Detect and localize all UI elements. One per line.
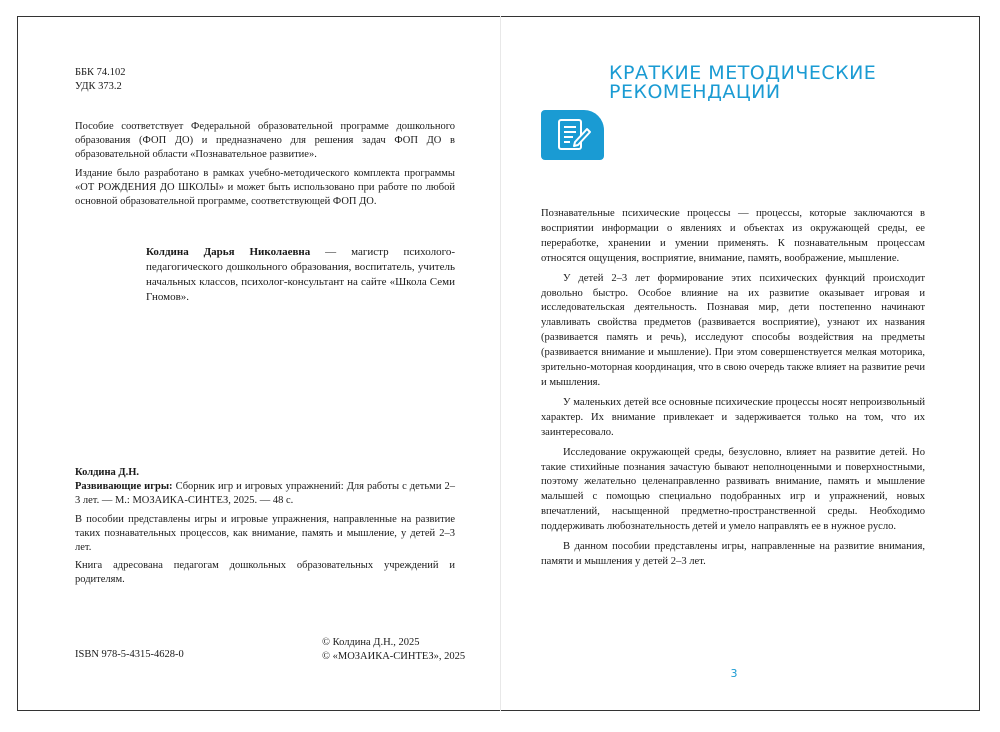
body-paragraph: У маленьких детей все основные психические процессы носят непроизвольный характер. Их внимание привлекает и задерживается только на том, что их заинтересовало. bbox=[541, 396, 925, 438]
abstract-paragraph: Книга адресована педагогам дошкольных образовательных учреждений и родителям. bbox=[75, 560, 455, 586]
biblio-details: Сборник игр и игровых упражнений: Для работы с детьми 2–3 лет. — М.: МОЗАИКА-СИНТЕЗ, 2025. — 48 с. bbox=[75, 481, 455, 507]
book-spine bbox=[500, 16, 501, 711]
author-bio: — магистр психолого-педагогического дошкольного образования, воспитатель, учитель начальных классов, психолог-консультант на сайте «Школа Семи Гномов». bbox=[146, 246, 455, 303]
body-paragraph: В данном пособии представлены игры, направленные на развитие внимания, памяти и мышления у детей 2–3 лет. bbox=[541, 541, 925, 567]
copyright-line: © «МОЗАИКА-СИНТЕЗ», 2025 bbox=[322, 651, 466, 663]
section-title-line: КРАТКИЕ МЕТОДИЧЕСКИЕ bbox=[609, 62, 877, 84]
classification-codes bbox=[75, 66, 275, 94]
bibliographic-block bbox=[75, 466, 455, 592]
section-title bbox=[609, 64, 899, 102]
copyright-line: © Колдина Д.Н., 2025 bbox=[322, 637, 420, 648]
page-number: 3 bbox=[730, 667, 738, 680]
intro-paragraph: Издание было разработано в рамках учебно-методического комплекта программы «ОТ РОЖДЕНИЯ ДО ШКОЛЫ» и может быть использовано при работе по любой основной образовательной программе, соответствующей ФОП ДО. bbox=[75, 167, 455, 208]
copyright-block bbox=[322, 636, 472, 664]
biblio-author: Колдина Д.Н. bbox=[75, 467, 140, 478]
author-note bbox=[146, 245, 455, 305]
document-pen-icon bbox=[541, 110, 604, 160]
body-paragraph: Исследование окружающей среды, безусловно, влияет на развитие детей. Но такие стихийные познания зачастую бывают неполноценными и поверхностными, поэтому желательно целенаправленно развивать внимание, память и мышление малышей с помощью специально подобранных игр и упражнений, новых впечатлений, насыщенной предметно-пространственной среды. Необходимо поддерживать любознательность детей и умело направлять ее в нужное русло. bbox=[541, 446, 925, 533]
bbk-code: ББК 74.102 bbox=[75, 67, 126, 78]
body-paragraph: У детей 2–3 лет формирование этих психических функций происходит довольно быстро. Особое влияние на их развитие оказывает игровая и исследовательская деятельность. Познавая мир, дети постепенно начинают улавливать свойства предметов (развивается восприятие), узнают их названия (развивается память и речь), исследуют способы воздействия на предметы (развивается внимание и мышление). При этом совершенствуется мелкая моторика, зрительно-моторная координация, что в свою очередь также влияет на развитие речи и мышления. bbox=[541, 272, 925, 388]
body-paragraph: Познавательные психические процессы — процессы, которые заключаются в восприятии информации о явлениях и объектах из окружающей среды, ее переработке, хранении и умении применять. К познавательным процессам относятся ощущения, восприятие, внимание, память, воображение, мышление. bbox=[541, 208, 925, 264]
abstract-paragraph: В пособии представлены игры и игровые упражнения, направленные на развитие таких познавательных процессов, как внимание, память и мышление, у детей 2–3 лет. bbox=[75, 513, 455, 554]
recommendations-text bbox=[541, 207, 925, 575]
author-name: Колдина Дарья Николаевна bbox=[146, 246, 311, 258]
intro-paragraph: Пособие соответствует Федеральной образовательной программе дошкольного образования (ФОП ДО) и предназначено для решения задач ФОП ДО в образовательной области «Познавательное развитие». bbox=[75, 121, 455, 161]
intro-block bbox=[75, 120, 455, 213]
biblio-title: Развивающие игры: bbox=[75, 481, 173, 493]
udk-code: УДК 373.2 bbox=[75, 81, 122, 93]
isbn: ISBN 978-5-4315-4628-0 bbox=[75, 649, 184, 660]
section-title-line: РЕКОМЕНДАЦИИ bbox=[609, 81, 781, 103]
